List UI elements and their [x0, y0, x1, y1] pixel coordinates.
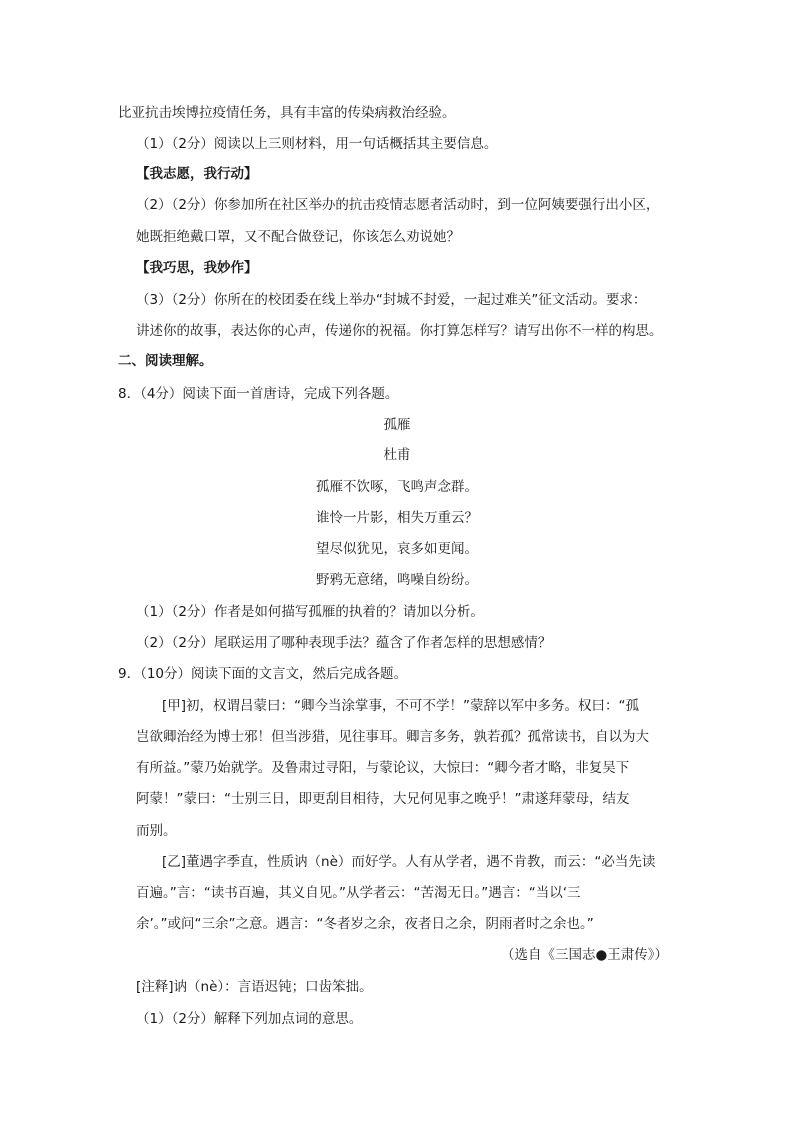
- passage-b-line: [乙]董遇字季直，性质讷（nè）而好学。人有从学者，遇不肯教，而云：“必当先读: [162, 854, 656, 870]
- passage-b-line: 百遍。”言：“读书百遍，其义自见。”从学者云：“苦渴无日。”遇言：“当以‘三: [136, 885, 581, 901]
- passage-a-line: 而别。: [136, 823, 177, 839]
- question-9-stem: 9．（10分）阅读下面的文言文，然后完成各题。: [118, 666, 408, 682]
- passage-a-line: 有所益。”蒙乃始就学。及鲁肃过寻阳，与蒙论议，大惊曰：“卿今者才略，非复吴下: [136, 760, 630, 776]
- passage-source: （选自《三国志●王肃传》）: [500, 947, 668, 963]
- question-8-2: （2）（2分）尾联运用了哪种表现手法？蕴含了作者怎样的思想感情？: [136, 635, 552, 651]
- passage-a-line: [甲]初，权谓吕蒙曰：“卿今当涂掌事，不可不学！”蒙辞以军中多务。权曰：“孤: [162, 698, 640, 714]
- question-7-1: （1）（2分）阅读以上三则材料，用一句话概括其主要信息。: [136, 136, 498, 152]
- poem-line: 野鸦无意绪，鸣噪自纷纷。: [316, 572, 478, 588]
- question-8-1: （1）（2分）作者是如何描写孤雁的执着的？请加以分析。: [136, 604, 484, 620]
- question-9-1: （1）（2分）解释下列加点词的意思。: [136, 1011, 363, 1027]
- passage-b-line: 余’。”或问“三余”之意。遇言：“冬者岁之余，夜者日之余，阴雨者时之余也。”: [136, 916, 594, 932]
- passage-a-line: 岂欲卿治经为博士邪！但当涉猎，见往事耳。卿言多务，孰若孤？孤常读书，自以为大: [136, 729, 649, 745]
- heading-create: 【我巧思，我妙作】: [136, 260, 258, 276]
- annotation-note: [注释]讷（nè）：言语迟钝；口齿笨拙。: [136, 979, 373, 995]
- section-heading-reading: 二、阅读理解。: [118, 353, 213, 369]
- question-7-2-line-1: （2）（2分）你参加所在社区举办的抗击疫情志愿者活动时，到一位阿姨要强行出小区，: [136, 197, 660, 213]
- poem-author: 杜甫: [383, 447, 411, 463]
- heading-volunteer: 【我志愿，我行动】: [136, 166, 258, 182]
- question-8-stem: 8．（4分）阅读下面一首唐诗，完成下列各题。: [118, 386, 399, 402]
- question-7-2-line-2: 她既拒绝戴口罩，又不配合做登记，你该怎么劝说她？: [136, 229, 460, 245]
- poem-line: 孤雁不饮啄，飞鸣声念群。: [316, 479, 478, 495]
- poem-line: 望尽似犹见，哀多如更闻。: [316, 541, 478, 557]
- question-7-3-line-2: 讲述你的故事，表达你的心声，传递你的祝福。你打算怎样写？请写出你不一样的构思。: [136, 323, 663, 339]
- intro-line: 比亚抗击埃博拉疫情任务，具有丰富的传染病救治经验。: [118, 105, 456, 121]
- poem-title: 孤雁: [383, 417, 411, 433]
- question-7-3-line-1: （3）（2分）你所在的校团委在线上举办“封城不封爱，一起过难关”征文活动。要求：: [136, 292, 647, 308]
- passage-a-line: 阿蒙！”蒙曰：“士别三日，即更刮目相待，大兄何见事之晚乎！”肃遂拜蒙母，结友: [136, 791, 630, 807]
- poem-line: 谁怜一片影，相失万重云？: [316, 510, 478, 526]
